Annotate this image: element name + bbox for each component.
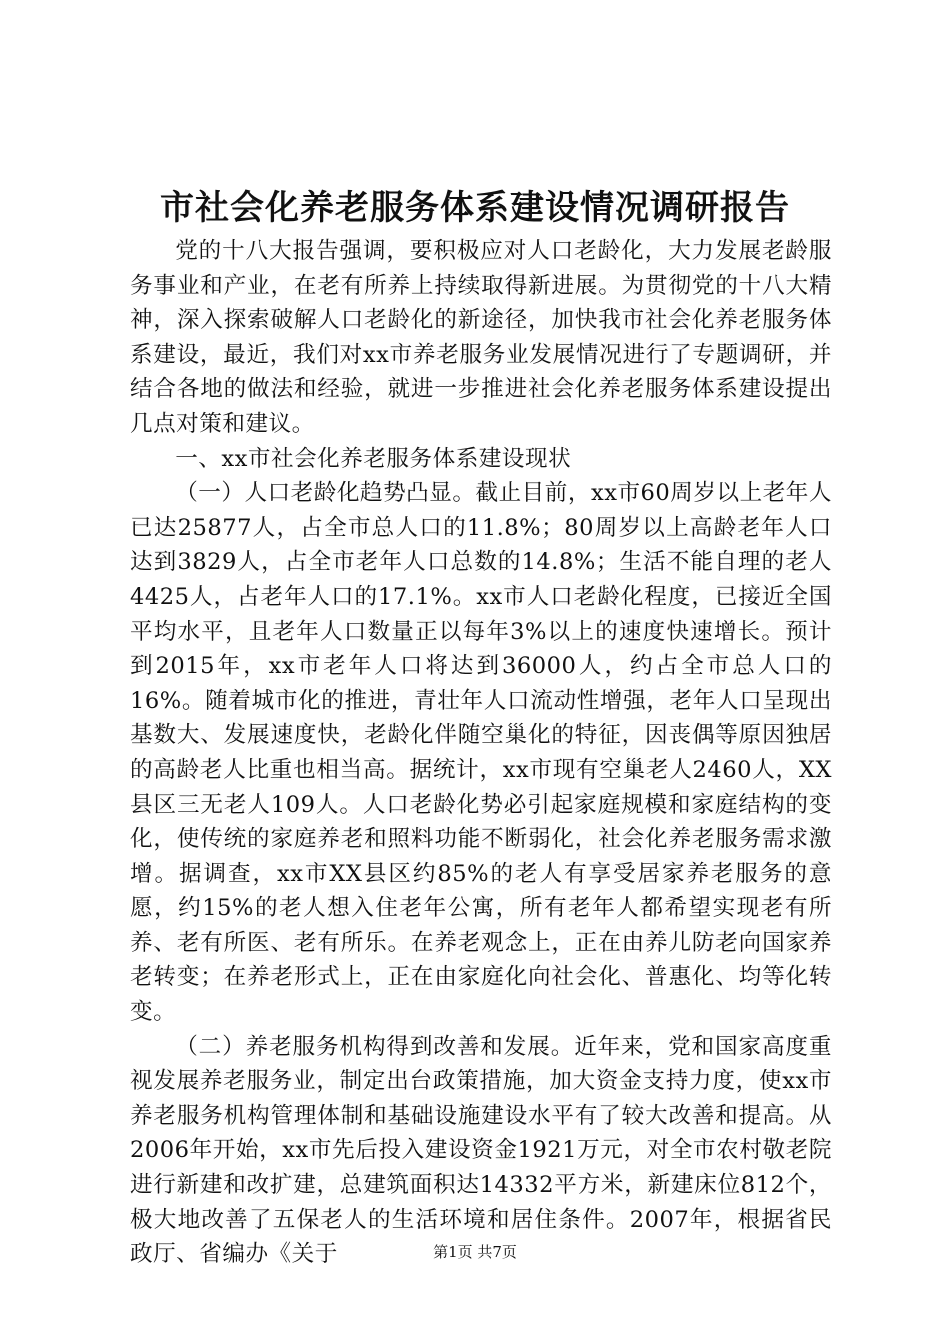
document-body [130,234,832,1272]
document-title: 市社会化养老服务体系建设情况调研报告 [160,188,790,228]
paragraph-service-institutions: （二）养老服务机构得到改善和发展。近年来，党和国家高度重视发展养老服务业，制定出台政策措施，加大资金支持力度，使xx市养老服务机构管理体制和基础设施建设水平有了较大改善和提高。从2006年开始，xx市先后投入建设资金1921万元，对全市农村敬老院进行新建和改扩建，总建筑面积达14332平方米，新建床位812个，极大地改善了五保老人的生活环境和居住条件。2007年，根据省民政厅、省编办《关于 [130,1033,832,1268]
paragraph-aging-trend: （一）人口老龄化趋势凸显。截止目前，xx市60周岁以上老年人已达25877人，占全市总人口的11.8%；80周岁以上高龄老年人口达到3829人，占全市老年人口总数的14.8%；生活不能自理的老人4425人，占老年人口的17.1%。xx市人口老龄化程度，已接近全国平均水平，且老年人口数量正以每年3%以上的速度快速增长。预计到2015年，xx市老年人口将达到36000人，约占全市总人口的16%。随着城市化的推进，青壮年人口流动性增强，老年人口呈现出基数大、发展速度快，老龄化伴随空巢化的特征，因丧偶等原因独居的高龄老人比重也相当高。据统计，xx市现有空巢老人2460人，XX县区三无老人109人。人口老龄化势必引起家庭规模和家庭结构的变化，使传统的家庭养老和照料功能不断弱化，社会化养老服务需求激增。据调查，xx市XX县区约85%的老人有享受居家养老服务的意愿，约15%的老人想入住老年公寓，所有老年人都希望实现老有所养、老有所医、老有所乐。在养老观念上，正在由养儿防老向国家养老转变；在养老形式上，正在由家庭化向社会化、普惠化、均等化转变。 [130,480,832,1026]
section-heading: 一、xx市社会化养老服务体系建设现状 [175,445,572,472]
paragraph-intro: 党的十八大报告强调，要积极应对人口老龄化，大力发展老龄服务事业和产业，在老有所养上持续取得新进展。为贯彻党的十八大精神，深入探索破解人口老龄化的新途径，加快我市社会化养老服务体系建设，最近，我们对xx市养老服务业发展情况进行了专题调研，并结合各地的做法和经验，就进一步推进社会化养老服务体系建设提出几点对策和建议。 [130,238,832,437]
page-number-footer: 第1页 共7页 [433,1243,517,1261]
